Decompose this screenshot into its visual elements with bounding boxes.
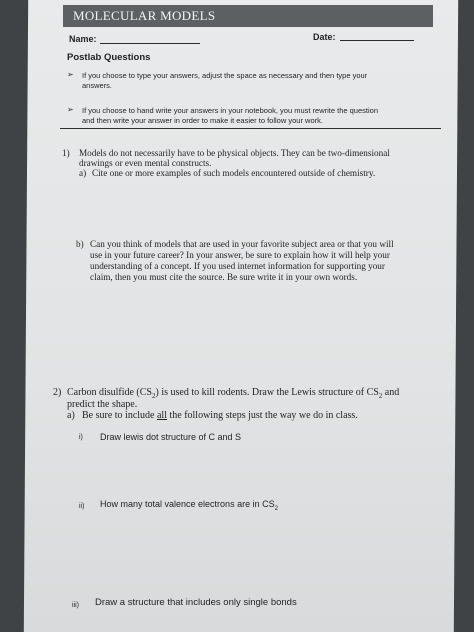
subquestion-text: claim, then you must cite the source. Be sure write it in your own words.	[90, 272, 358, 282]
question-number: 2)	[53, 387, 62, 398]
subquestion-text: Be sure to include all the following steps just the way we do in class.	[82, 410, 358, 421]
name-blank	[100, 43, 200, 44]
worksheet-page	[24, 0, 458, 632]
step-number: iii)	[72, 602, 79, 609]
instruction-line: and then write your answer in order to make it easier to follow your work.	[82, 116, 323, 125]
question-text: drawings or even mental constructs.	[79, 158, 212, 168]
instruction-line: answers.	[82, 81, 113, 90]
worksheet-title: MOLECULAR MODELS	[63, 5, 433, 27]
step-text: How many total valence electrons are in $CS_2$	[100, 499, 278, 512]
subquestion-text: Can you think of models that are used in your favorite subject area or that you will	[90, 239, 394, 249]
step-number: ii)	[79, 503, 85, 510]
date-label: Date:	[313, 32, 336, 42]
date-blank	[340, 40, 414, 41]
subquestion-text: use in your future career? In your answer, be sure to explain how it will help your	[90, 250, 390, 260]
step-text: Draw a structure that includes only single bonds	[95, 597, 297, 608]
instruction-line: If you choose to type your answers, adjust the space as necessary and then type your	[82, 71, 368, 80]
instruction-line: If you choose to hand write your answers in your notebook, you must rewrite the question	[82, 106, 378, 115]
subquestion-label: a)	[67, 410, 75, 421]
step-text: Draw lewis dot structure of C and S	[100, 432, 242, 442]
subquestion-label: a)	[79, 168, 87, 178]
step-number: i)	[79, 434, 83, 441]
bullet-arrow-icon: ➢	[67, 70, 74, 79]
bullet-arrow-icon: ➢	[67, 105, 74, 114]
question-text: Carbon disulfide $(CS_2)$ is used to kill rodents. Draw the Lewis structure of $CS_2$ and	[67, 387, 400, 400]
name-label: Name:	[69, 34, 97, 44]
subquestion-text: understanding of a concept. If you used internet information for supporting your	[90, 261, 385, 271]
postlab-heading: Postlab Questions	[67, 52, 151, 63]
subquestion-label: b)	[76, 239, 84, 249]
question-text: Models do not necessarily have to be physical objects. They can be two-dimensional	[79, 148, 390, 158]
question-number: 1)	[62, 148, 70, 158]
section-divider	[60, 128, 441, 129]
question-text: predict the shape.	[67, 399, 138, 410]
subquestion-text: Cite one or more examples of such models encountered outside of chemistry.	[92, 168, 376, 178]
